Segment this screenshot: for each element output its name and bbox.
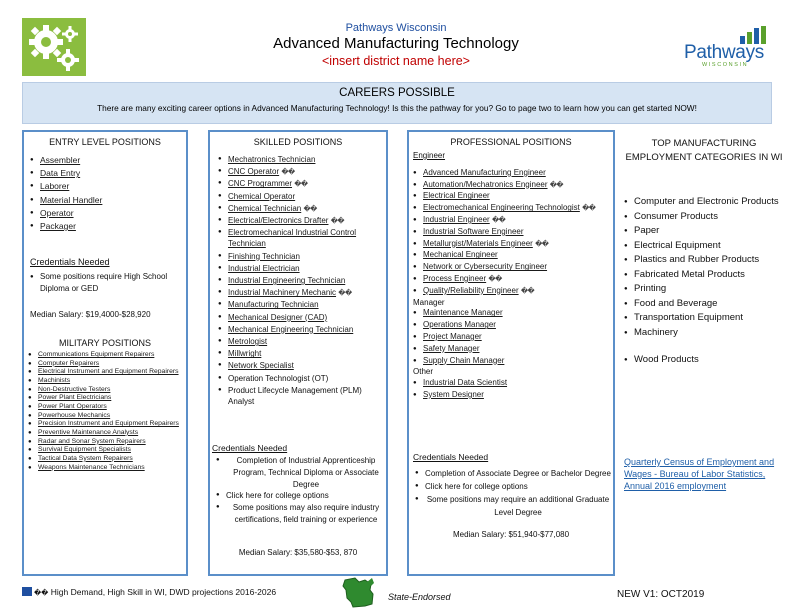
other-list	[413, 378, 618, 402]
high-demand-note	[22, 587, 276, 597]
skilled-salary: Median Salary: $35,580-$53, 870	[238, 548, 358, 557]
category-item: ● Consumer Products	[624, 210, 789, 225]
professional-position[interactable]: ● Automation/Mechatronics Engineer ��	[413, 180, 618, 192]
brand-label: Pathways Wisconsin	[345, 22, 447, 34]
military-position[interactable]: ● Power Plant Operators	[28, 403, 186, 412]
group-heading-other: Other	[413, 367, 434, 377]
military-position[interactable]: ● Tactical Data System Repairers	[28, 455, 186, 464]
professional-position[interactable]: ● System Designer	[413, 390, 618, 402]
professional-position[interactable]: ● Maintenance Manager	[413, 308, 618, 320]
professional-position[interactable]: ● Supply Chain Manager	[413, 356, 618, 368]
category-item: ● Printing	[624, 282, 789, 297]
skilled-position[interactable]: ● Electrical/Electronics Drafter ��	[218, 215, 388, 227]
skilled-title: SKILLED POSITIONS	[253, 137, 343, 147]
skilled-position: ● Operation Technologist (OT)	[218, 373, 388, 385]
category-item: ● Fabricated Metal Products	[624, 268, 789, 283]
professional-position[interactable]: ● Industrial Software Engineer	[413, 227, 618, 239]
entry-positions-list	[30, 154, 102, 233]
entry-credential: ● Some positions require High School Diploma or GED	[30, 271, 180, 295]
district-placeholder: <insert district name here>	[322, 54, 470, 68]
professional-salary: Median Salary: $51,940-$77,080	[452, 530, 570, 539]
military-title: MILITARY POSITIONS	[58, 338, 152, 348]
skilled-position[interactable]: ● Metrologist	[218, 336, 388, 348]
entry-position[interactable]: ● Operator	[30, 207, 102, 220]
category-item: ● Plastics and Rubber Products	[624, 253, 789, 268]
skilled-position[interactable]: ● Mechatronics Technician	[218, 154, 388, 166]
professional-credential: ● Some positions may require an additional Graduate Level Degree	[415, 493, 611, 519]
professional-position[interactable]: ● Quality/Reliability Engineer ��	[413, 286, 618, 298]
professional-position[interactable]: ● Mechanical Engineer	[413, 250, 618, 262]
high-demand-icon	[22, 587, 32, 596]
skilled-position[interactable]: ● Network Specialist	[218, 360, 388, 372]
military-position[interactable]: ● Weapons Maintenance Technicians	[28, 464, 186, 473]
page-title: Advanced Manufacturing Technology	[273, 35, 519, 52]
professional-position[interactable]: ● Industrial Engineer ��	[413, 215, 618, 227]
wisconsin-map-icon	[341, 574, 377, 610]
manager-list	[413, 308, 618, 367]
skilled-position[interactable]: ● Millwright	[218, 348, 388, 360]
entry-credentials-list	[30, 271, 180, 295]
group-heading-manager: Manager	[413, 297, 445, 307]
professional-position[interactable]: ● Advanced Manufacturing Engineer	[413, 168, 618, 180]
category-item: ● Machinery	[624, 326, 789, 341]
professional-position[interactable]: ● Electromechanical Engineering Technologist ��	[413, 203, 618, 215]
skilled-position[interactable]: ● Mechanical Designer (CAD)	[218, 312, 388, 324]
logo-word: Pathways	[684, 42, 764, 63]
version-label: NEW V1: OCT2019	[617, 589, 705, 600]
professional-position[interactable]: ● Industrial Data Scientist	[413, 378, 618, 390]
category-item: ● Transportation Equipment	[624, 311, 789, 326]
skilled-credential: ● Some positions may also require industry certifications, field training or experience	[216, 502, 386, 526]
military-position[interactable]: ● Power Plant Electricians	[28, 394, 186, 403]
college-options-link[interactable]: ● Click here for college options	[415, 480, 611, 493]
professional-position[interactable]: ● Safety Manager	[413, 344, 618, 356]
category-item: ● Paper	[624, 224, 789, 239]
entry-position[interactable]: ● Material Handler	[30, 194, 102, 207]
category-item: ● Electrical Equipment	[624, 239, 789, 254]
skilled-position[interactable]: ● Chemical Technician ��	[218, 203, 388, 215]
pathways-logo	[680, 26, 772, 72]
state-endorsed-label: State-Endorsed	[388, 592, 451, 602]
logo-subtitle: WISCONSIN	[702, 62, 749, 68]
military-position[interactable]: ● Machinists	[28, 377, 186, 386]
military-position[interactable]: ● Communications Equipment Repairers	[28, 351, 186, 360]
professional-positions	[413, 151, 618, 402]
entry-salary: Median Salary: $19,4000-$28,920	[30, 310, 151, 319]
professional-position[interactable]: ● Process Engineer ��	[413, 274, 618, 286]
skilled-position: ● Product Lifecycle Management (PLM) Analyst	[218, 385, 388, 408]
entry-title: ENTRY LEVEL POSITIONS	[49, 137, 161, 147]
entry-position[interactable]: ● Packager	[30, 220, 102, 233]
careers-banner	[22, 82, 772, 124]
professional-position[interactable]: ● Electrical Engineer	[413, 191, 618, 203]
entry-position[interactable]: ● Laborer	[30, 180, 102, 193]
entry-credentials-heading: Credentials Needed	[30, 257, 110, 267]
military-position[interactable]: ● Powerhouse Mechanics	[28, 412, 186, 421]
header	[0, 0, 792, 82]
professional-position[interactable]: ● Operations Manager	[413, 320, 618, 332]
professional-column	[407, 130, 615, 576]
professional-credentials-heading: Credentials Needed	[413, 452, 489, 462]
college-options-link[interactable]: ● Click here for college options	[216, 490, 386, 502]
skilled-position[interactable]: ● Chemical Operator	[218, 191, 388, 203]
high-demand-text: High Demand, High Skill in WI, DWD projections 2016-2026	[50, 587, 277, 597]
military-position[interactable]: ● Preventive Maintenance Analysts	[28, 429, 186, 438]
skilled-position[interactable]: ● Electromechanical Industrial Control Technician	[218, 227, 388, 250]
skilled-credentials-heading: Credentials Needed	[212, 443, 288, 453]
military-position[interactable]: ● Radar and Sonar System Repairers	[28, 438, 186, 447]
military-position[interactable]: ● Survival Equipment Specialists	[28, 446, 186, 455]
skilled-position[interactable]: ● Industrial Electrician	[218, 263, 388, 275]
professional-position[interactable]: ● Metallurgist/Materials Engineer ��	[413, 239, 618, 251]
military-position[interactable]: ● Electrical Instrument and Equipment Repairers	[28, 368, 186, 377]
careers-intro: There are many exciting career options in Advanced Manufacturing Technology! Is this the pathway for you? Go to page two to learn how you can get started NOW!	[97, 103, 697, 113]
category-item: ● Wood Products	[624, 353, 789, 368]
military-position[interactable]: ● Non-Destructive Testers	[28, 386, 186, 395]
category-item: ● Computer and Electronic Products	[624, 195, 789, 210]
military-position[interactable]: ● Precision Instrument and Equipment Repairers	[28, 420, 186, 429]
skilled-position[interactable]: ● Industrial Engineering Technician	[218, 275, 388, 287]
top-categories-title: TOP MANUFACTURING EMPLOYMENT CATEGORIES IN WI	[625, 138, 783, 163]
skilled-position[interactable]: ● CNC Programmer ��	[218, 178, 388, 190]
high-demand-mark: ��	[34, 590, 49, 597]
military-position[interactable]: ● Computer Repairers	[28, 360, 186, 369]
group-heading-engineer: Engineer	[413, 151, 446, 160]
skilled-positions-list	[218, 154, 388, 408]
professional-position[interactable]: ● Project Manager	[413, 332, 618, 344]
professional-credential: ● Completion of Associate Degree or Bachelor Degree	[415, 467, 611, 480]
skilled-credentials-list	[216, 455, 386, 526]
skilled-credential: ● Completion of Industrial Apprenticeship Program, Technical Diploma or Associate Degree	[216, 455, 386, 490]
entry-position[interactable]: ● Data Entry	[30, 167, 102, 180]
skilled-column	[208, 130, 388, 576]
category-item: ● Food and Beverage	[624, 297, 789, 312]
professional-position[interactable]: ● Network or Cybersecurity Engineer	[413, 262, 618, 274]
census-source-link[interactable]: Quarterly Census of Employment and Wages - Bureau of Labor Statistics, Annual 2016 employment	[624, 457, 775, 491]
skilled-position[interactable]: ● Industrial Machinery Mechanic ��	[218, 287, 388, 299]
professional-credentials-list	[415, 467, 611, 519]
entry-level-column	[22, 130, 188, 576]
careers-title: CAREERS POSSIBLE	[339, 87, 455, 99]
skilled-position[interactable]: ● Manufacturing Technician	[218, 299, 388, 311]
entry-position[interactable]: ● Assembler	[30, 154, 102, 167]
military-positions-list	[28, 351, 186, 472]
skilled-position[interactable]: ● Mechanical Engineering Technician	[218, 324, 388, 336]
top-categories-column	[620, 130, 788, 576]
skilled-position[interactable]: ● Finishing Technician	[218, 251, 388, 263]
engineer-list	[413, 168, 618, 298]
professional-title: PROFESSIONAL POSITIONS	[450, 137, 572, 147]
top-categories-list	[624, 195, 789, 368]
skilled-position[interactable]: ● CNC Operator ��	[218, 166, 388, 178]
